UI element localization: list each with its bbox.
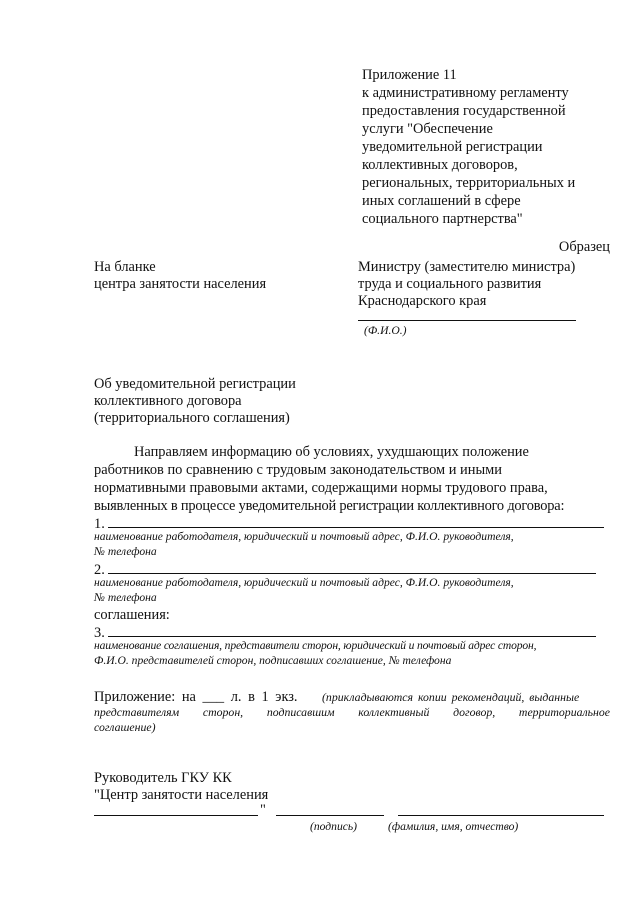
appendix-line: региональных, территориальных и bbox=[362, 175, 576, 191]
item3-hint2: Ф.И.О. представителей сторон, подписавших соглашение, № телефона bbox=[94, 654, 452, 667]
subject-line1: Об уведомительной регистрации bbox=[94, 376, 296, 392]
quote-close: " bbox=[260, 802, 266, 818]
appendix-line: Приложение 11 bbox=[362, 67, 457, 83]
addressee-line1: Министру (заместителю министра) bbox=[358, 259, 576, 275]
appendix-line: к административному регламенту bbox=[362, 85, 569, 101]
body-line4: выявленных в процессе уведомительной регистрации коллективного договора: bbox=[94, 498, 565, 514]
item1-number: 1. bbox=[94, 516, 105, 532]
addressee-fio-line bbox=[358, 320, 576, 321]
agreements-label: соглашения: bbox=[94, 607, 170, 623]
appendix-line: коллективных договоров, bbox=[362, 157, 518, 173]
name-hint: (фамилия, имя, отчество) bbox=[388, 820, 519, 833]
signature-head1: Руководитель ГКУ КК bbox=[94, 770, 232, 786]
item2-fill-line bbox=[108, 573, 596, 574]
addressee-line3: Краснодарского края bbox=[358, 293, 487, 309]
name-line bbox=[398, 815, 604, 816]
attachment-lead: Приложение: на ___ л. в 1 экз. bbox=[94, 689, 298, 705]
body-line3: нормативными правовыми актами, содержащими нормы трудового права, bbox=[94, 480, 548, 496]
item1-fill-line bbox=[108, 527, 604, 528]
sample-label: Образец bbox=[558, 239, 610, 255]
item3-number: 3. bbox=[94, 625, 105, 641]
signature-line bbox=[276, 815, 384, 816]
attachment-note1: (прикладываются копии рекомендаций, выданные bbox=[322, 690, 580, 704]
signature-head2: "Центр занятости населения bbox=[94, 787, 269, 803]
appendix-line: предоставления государственной bbox=[362, 103, 566, 119]
org-blank-line bbox=[94, 815, 258, 816]
item1-hint1: наименование работодателя, юридический и почтовый адрес, Ф.И.О. руководителя, bbox=[94, 530, 514, 543]
item1-hint2: № телефона bbox=[94, 545, 157, 558]
appendix-line: уведомительной регистрации bbox=[362, 139, 543, 155]
attachment-line2: представителям сторон, подписавшим коллективный договор, территориальное bbox=[94, 705, 610, 719]
body-line1: Направляем информацию об условиях, ухудшающих положение bbox=[134, 444, 529, 460]
addressee-line2: труда и социального развития bbox=[358, 276, 542, 292]
appendix-line: социального партнерства" bbox=[362, 211, 523, 227]
letterhead-line1: На бланке bbox=[94, 259, 156, 275]
signature-hint: (подпись) bbox=[310, 820, 358, 833]
subject-line2: коллективного договора bbox=[94, 393, 242, 409]
body-line2: работников по сравнению с трудовым законодательством и иными bbox=[94, 462, 502, 478]
item3-hint1: наименование соглашения, представители сторон, юридический и почтовый адрес сторон, bbox=[94, 639, 537, 652]
fio-hint: (Ф.И.О.) bbox=[364, 324, 407, 337]
item2-number: 2. bbox=[94, 562, 105, 578]
appendix-line: иных соглашений в сфере bbox=[362, 193, 521, 209]
item3-fill-line bbox=[108, 636, 596, 637]
appendix-line: услуги "Обеспечение bbox=[362, 121, 493, 137]
item2-hint1: наименование работодателя, юридический и почтовый адрес, Ф.И.О. руководителя, bbox=[94, 576, 514, 589]
subject-line3: (территориального соглашения) bbox=[94, 410, 290, 426]
letterhead-line2: центра занятости населения bbox=[94, 276, 267, 292]
attachment-line3: соглашение) bbox=[94, 720, 156, 734]
item2-hint2: № телефона bbox=[94, 591, 157, 604]
